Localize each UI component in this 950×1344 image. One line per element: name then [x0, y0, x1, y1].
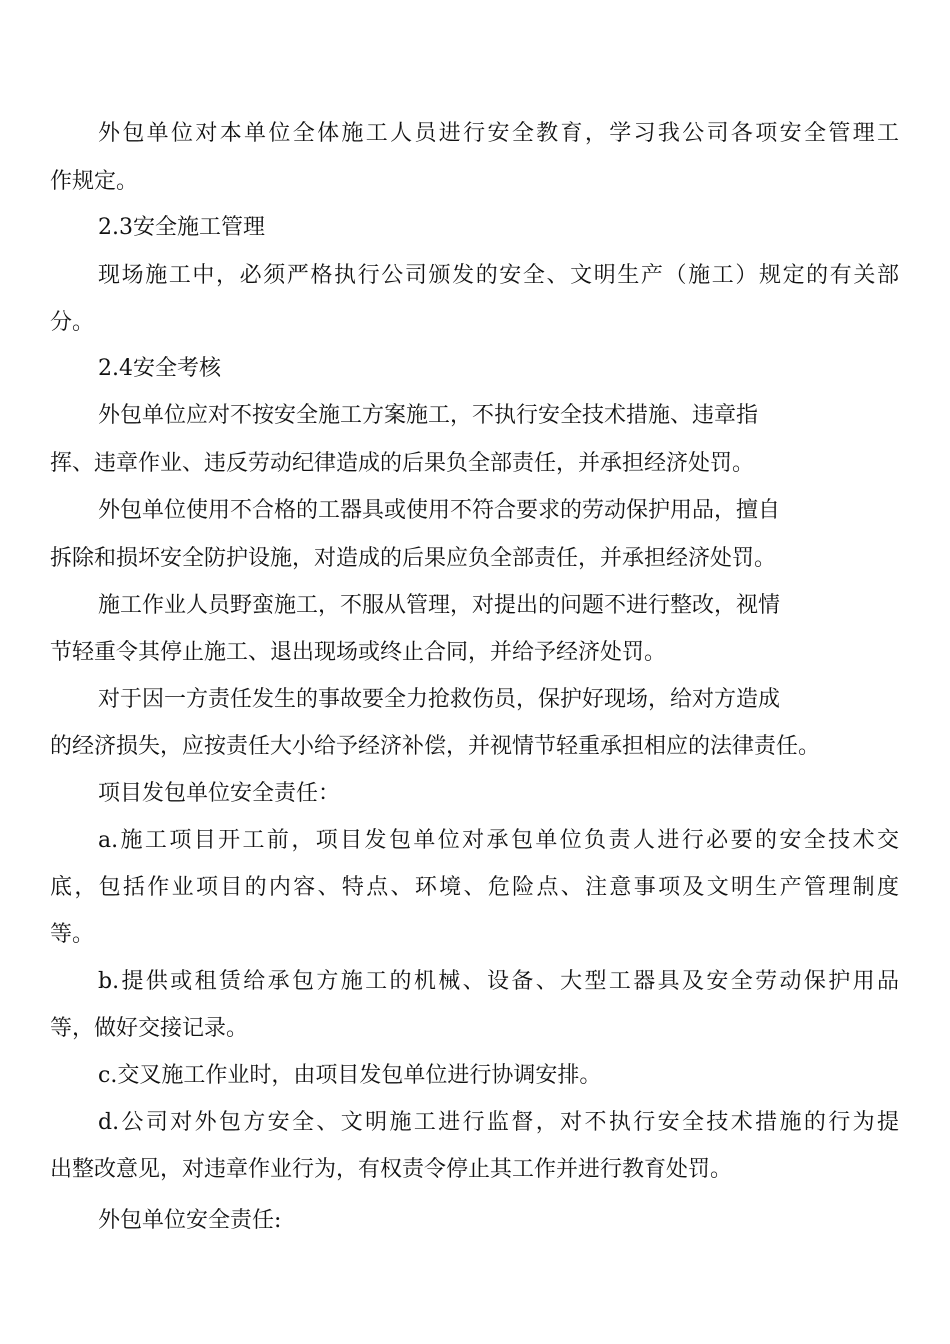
section-heading-2-3: 2.3安全施工管理 — [98, 215, 265, 240]
paragraph-line: 对于因一方责任发生的事故要全力抢救伤员，保护好现场，给对方造成 — [98, 687, 781, 712]
paragraph-line: 的经济损失，应按责任大小给予经济补偿，并视情节轻重承担相应的法律责任。 — [50, 734, 821, 759]
paragraph-line: 外包单位使用不合格的工器具或使用不符合要求的劳动保护用品，擅自 — [98, 498, 781, 523]
paragraph-line: 施工作业人员野蛮施工，不服从管理，对提出的问题不进行整改，视情 — [98, 593, 781, 618]
list-item-a-line: 等。 — [50, 922, 95, 947]
paragraph-line: 外包单位应对不按安全施工方案施工，不执行安全技术措施、违章指 — [98, 403, 759, 428]
list-item-d-line: d.公司对外包方安全、文明施工进行监督，对不执行安全技术措施的行为提 — [98, 1110, 899, 1135]
list-item-c-line: c.交叉施工作业时，由项目发包单位进行协调安排。 — [98, 1063, 602, 1088]
list-item-b-line: 等，做好交接记录。 — [50, 1016, 249, 1041]
list-item-b-line: b.提供或租赁给承包方施工的机械、设备、大型工器具及安全劳动保护用品 — [98, 969, 899, 994]
list-item-a-line: a.施工项目开工前，项目发包单位对承包单位负责人进行必要的安全技术交 — [98, 828, 899, 853]
paragraph-line: 现场施工中，必须严格执行公司颁发的安全、文明生产（施工）规定的有关部 — [98, 263, 899, 288]
paragraph-line: 拆除和损坏安全防护设施，对造成的后果应负全部责任，并承担经济处罚。 — [50, 546, 777, 571]
paragraph-line: 分。 — [50, 310, 95, 335]
list-item-d-line: 出整改意见，对违章作业行为，有权责令停止其工作并进行教育处罚。 — [50, 1157, 733, 1182]
paragraph-line: 外包单位对本单位全体施工人员进行安全教育，学习我公司各项安全管理工 — [98, 121, 899, 146]
paragraph-line: 挥、违章作业、违反劳动纪律造成的后果负全部责任，并承担经济处罚。 — [50, 451, 755, 476]
section-heading-2-4: 2.4安全考核 — [98, 356, 221, 381]
outsource-responsibility-heading: 外包单位安全责任: — [98, 1208, 282, 1233]
contractor-responsibility-heading: 项目发包单位安全责任： — [98, 781, 341, 806]
paragraph-line: 作规定。 — [50, 169, 139, 194]
list-item-a-line: 底，包括作业项目的内容、特点、环境、危险点、注意事项及文明生产管理制度 — [50, 875, 899, 900]
paragraph-line: 节轻重令其停止施工、退出现场或终止合同，并给予经济处罚。 — [50, 640, 667, 665]
